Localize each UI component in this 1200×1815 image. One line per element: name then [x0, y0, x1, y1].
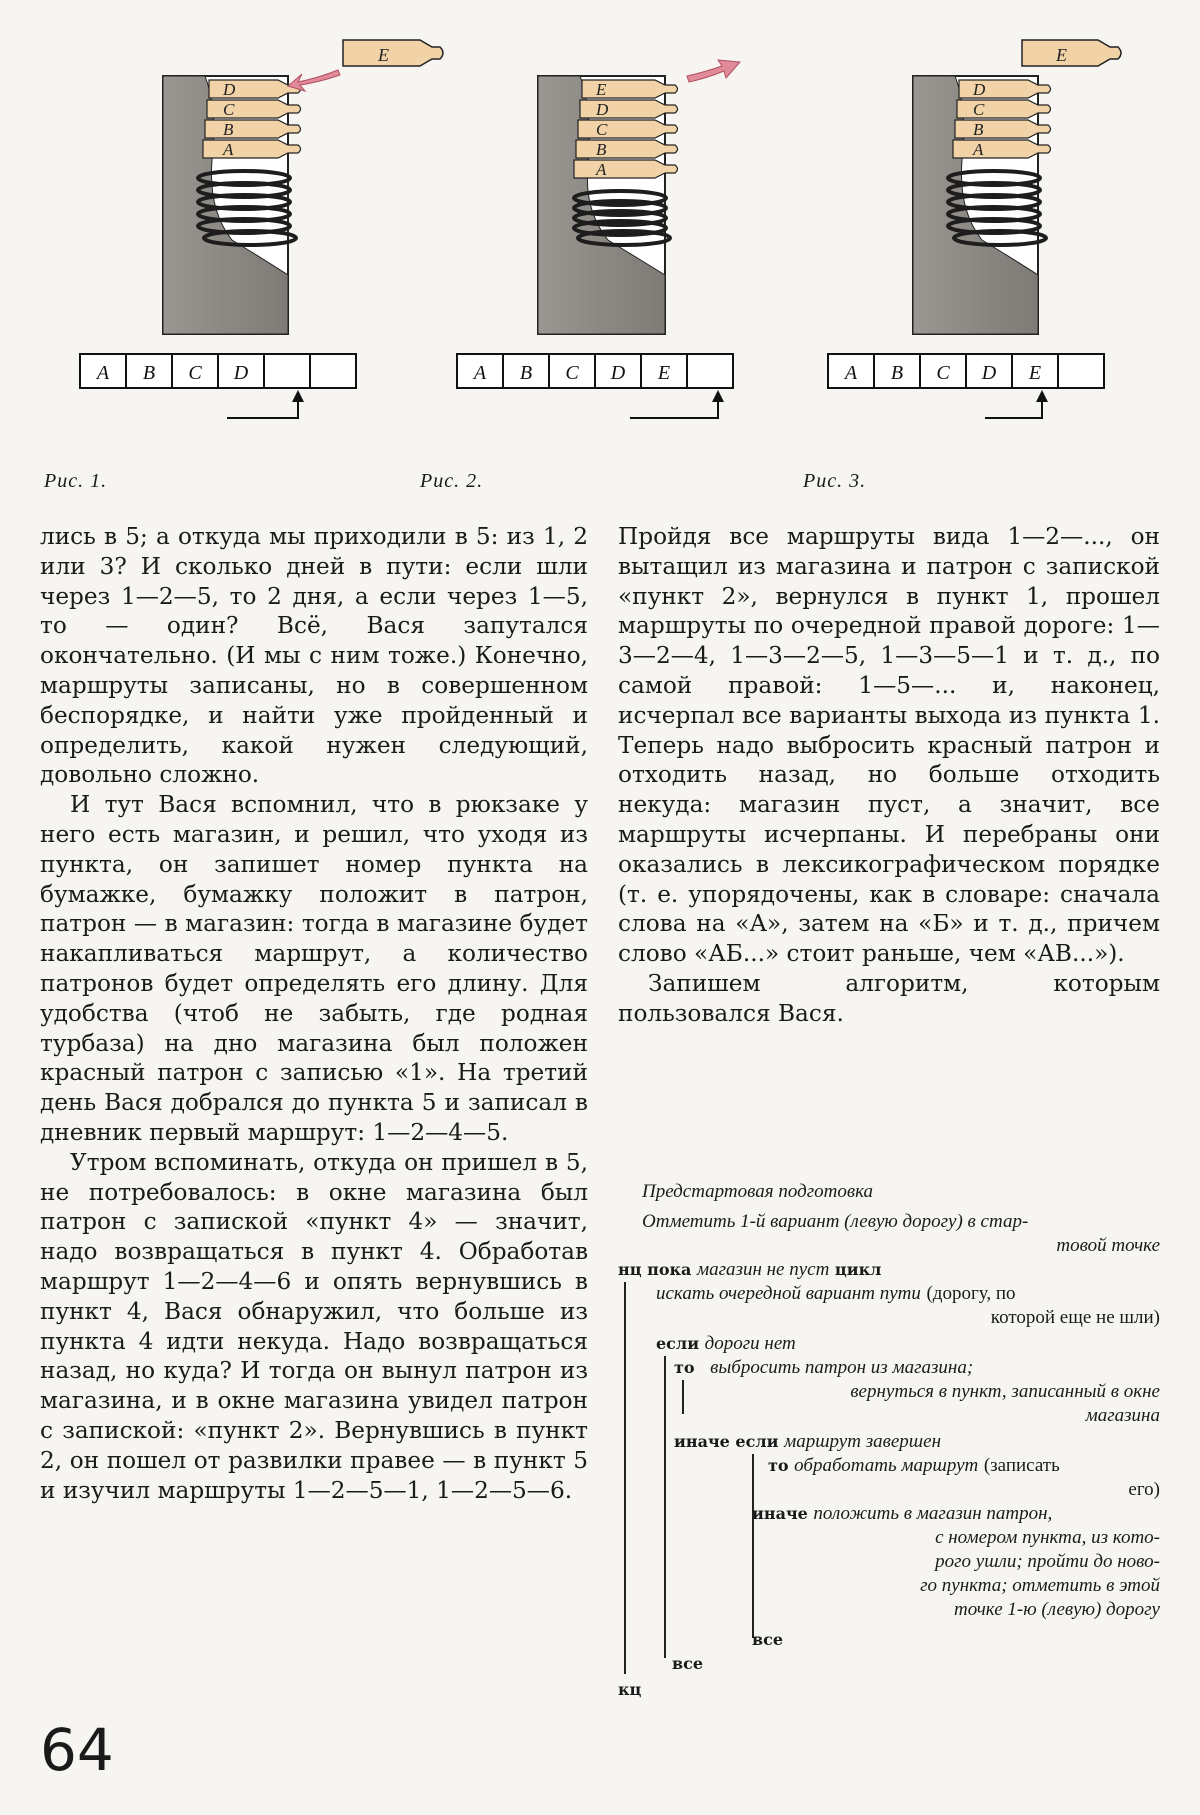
- tape-cell-label: C: [188, 362, 202, 384]
- cartridge-label: B: [973, 120, 984, 139]
- algo-inner-else-line: рого ушли; пройти до ново-: [935, 1551, 1160, 1572]
- tape-cell-label: D: [981, 362, 997, 384]
- tape-cell: [80, 354, 126, 388]
- cartridge-label: A: [973, 140, 984, 159]
- cartridge-label: B: [223, 120, 234, 139]
- inner-if-bar: [752, 1454, 754, 1638]
- tape-cell-label: D: [233, 362, 249, 384]
- figure-2: [457, 60, 740, 418]
- algo-if-line: если дороги нет: [656, 1333, 796, 1354]
- algo-else-line: иначе если маршрут завершен: [674, 1431, 941, 1452]
- loop-bar: [624, 1282, 626, 1674]
- tape-1: [80, 354, 356, 388]
- algo-inner-else-line: точке 1-ю (левую) дорогу: [954, 1599, 1160, 1620]
- tape-cell: [172, 354, 218, 388]
- pointer-arrow-2: [630, 396, 718, 418]
- algo-inner-else-line: го пункта; отметить в этой: [920, 1575, 1160, 1596]
- magazine-3: [913, 76, 1051, 334]
- right-column: [618, 522, 1160, 1029]
- tape-cell: [595, 354, 641, 388]
- pending-shell-3: [1022, 40, 1121, 66]
- cartridge-label: A: [596, 160, 607, 179]
- algo-search-line: искать очередной вариант пути (дорогу, по: [656, 1283, 1016, 1304]
- algo-loop-end: кц: [618, 1680, 642, 1699]
- cartridge-label: D: [973, 80, 986, 99]
- tape-cell-label: D: [610, 362, 626, 384]
- figures-area: [0, 0, 1200, 460]
- paragraph: Запишем алгоритм, которым пользовался Вася.: [618, 969, 1160, 1027]
- algo-search-line: которой еще не шли): [990, 1307, 1160, 1328]
- magazine-1: [163, 76, 301, 334]
- algo-then-line: вернуться в пункт, записанный в окне: [850, 1381, 1160, 1402]
- tape-3: [828, 354, 1104, 388]
- cartridge-label: C: [596, 120, 608, 139]
- spring-1: [198, 171, 296, 245]
- tape-cell-label: B: [142, 362, 156, 384]
- cartridge-label: D: [596, 100, 609, 119]
- paragraph: лись в 5; а откуда мы приходили в 5: из 1, 2 или 3? И сколько дней в пути: если шли через 1—2—5, то 2 дня, а если через 1—5, то — один? Всё, Вася запутался окончательно. (И мы с ним тоже.) Конечно, маршруты записаны, но в совершенном беспорядке, и найти уже пройденный и определить, какой нужен следующий, довольно сложно.: [40, 523, 588, 789]
- tape-cell-label: E: [1028, 362, 1042, 384]
- spring-3: [948, 171, 1046, 245]
- algo-init-line: Отметить 1-й вариант (левую дорогу) в стар-: [642, 1211, 1029, 1232]
- tape-cell: [1058, 354, 1104, 388]
- algo-loop-header: нц пока магазин не пуст цикл: [618, 1259, 882, 1280]
- algo-init-line: товой точке: [1056, 1235, 1160, 1256]
- tape-cell: [310, 354, 356, 388]
- algo-inner-then-line: его): [1128, 1479, 1160, 1500]
- arrow-out-2: [687, 60, 740, 82]
- caption-fig-1: Рис. 1.: [44, 470, 108, 492]
- figure-1: [80, 40, 443, 418]
- tape-cell: [687, 354, 733, 388]
- left-column: [40, 522, 588, 1505]
- tape-cell-label: A: [844, 362, 858, 384]
- pointer-arrow-3: [985, 396, 1042, 418]
- algo-then-line: то выбросить патрон из магазина;: [674, 1357, 974, 1378]
- tape-cell: [549, 354, 595, 388]
- tape-cell-label: B: [519, 362, 533, 384]
- tape-cell: [641, 354, 687, 388]
- page-number: 64: [40, 1716, 114, 1784]
- tape-cell-label: A: [473, 362, 487, 384]
- tape-cell: [503, 354, 549, 388]
- pending-shell-label: E: [1056, 45, 1067, 65]
- cartridge-label: A: [223, 140, 234, 159]
- algo-inner-else-line: с номером пункта, из кото-: [935, 1527, 1160, 1548]
- tape-cell: [874, 354, 920, 388]
- figure-3: [828, 40, 1121, 418]
- tape-2: [457, 354, 733, 388]
- tape-cell: [218, 354, 264, 388]
- tape-cell-label: C: [936, 362, 950, 384]
- algo-end-outer: все: [672, 1654, 704, 1673]
- tape-cell: [457, 354, 503, 388]
- algo-then-line: магазина: [1085, 1405, 1160, 1426]
- pending-shell-1: [343, 40, 443, 66]
- paragraph: Пройдя все маршруты вида 1—2—..., он вытащил из магазина и патрон с запиской «пункт 2», вернулся в пункт 1, прошел маршруты по очередной правой дороге: 1—3—2—4, 1—3—2—5, 1—3—5—1 и т. д., по самой правой: 1—5—... и, наконец, исчерпал все варианты выхода из пункта 1. Теперь надо выбросить красный патрон и отходить назад, но больше отходить некуда: магазин пуст, а значит, все маршруты исчерпаны. И перебраны они оказались в лексикографическом порядке (т. е. упорядочены, как в словаре: сначала слова на «А», затем на «Б» и т. д., причем слово «АБ...» стоит раньше, чем «АВ...»).: [618, 523, 1160, 968]
- tape-cell-label: A: [96, 362, 110, 384]
- paragraph: Утром вспоминать, откуда он пришел в 5, не потребовалось: в окне магазина был патрон с запиской «пункт 4» — значит, надо возвращаться в пункт 4. Обработав маршрут 1—2—4—6 и опять вернувшись в пункт 4, Вася обнаружил, что больше из пункта 4 идти некуда. Надо возвращаться назад, но куда? И тогда он вынул патрон из магазина, и в окне магазина увидел патрон с запиской: «пункт 2». Вернувшись в пункт 2, он пошел от развилки правее — в пункт 5 и изучил маршруты 1—2—5—1, 1—2—5—6.: [40, 1148, 588, 1504]
- tape-cell: [920, 354, 966, 388]
- tape-cell: [126, 354, 172, 388]
- cartridge-label: C: [973, 100, 985, 119]
- tape-cell: [828, 354, 874, 388]
- algo-inner-then-line: то обработать маршрут (записать: [768, 1455, 1060, 1476]
- arrow-in-1: [288, 70, 340, 91]
- caption-fig-2: Рис. 2.: [420, 470, 484, 492]
- tape-cell-label: B: [890, 362, 904, 384]
- tape-cell-label: E: [657, 362, 671, 384]
- then-bar: [682, 1380, 684, 1414]
- tape-cell: [966, 354, 1012, 388]
- cartridge-label: D: [223, 80, 236, 99]
- algo-end-inner: все: [752, 1630, 784, 1649]
- pending-shell-label: E: [378, 45, 389, 65]
- cartridge-label: B: [596, 140, 607, 159]
- cartridge-label: C: [223, 100, 235, 119]
- algo-inner-else-line: иначе положить в магазин патрон,: [752, 1503, 1053, 1524]
- tape-cell: [1012, 354, 1058, 388]
- tape-cell: [264, 354, 310, 388]
- paragraph: И тут Вася вспомнил, что в рюкзаке у него есть магазин, и решил, что уходя из пункта, он запишет номер пункта на бумажке, бумажку положит в патрон, патрон — в магазин: тогда в магазине будет накапливаться маршрут, а количество патронов будет определять его длину. Для удобства (чтоб не забыть, где родная турбаза) на дно магазина был положен красный патрон с записью «1». На третий день Вася добрался до пункта 5 и записал в дневник первый маршрут: 1—2—4—5.: [40, 791, 588, 1146]
- magazine-2: [538, 76, 678, 334]
- cartridge-label: E: [596, 80, 607, 99]
- caption-fig-3: Рис. 3.: [803, 470, 867, 492]
- algo-heading: Предстартовая подготовка: [642, 1181, 874, 1202]
- pointer-arrow-1: [227, 396, 298, 418]
- if-bar: [664, 1356, 666, 1658]
- tape-cell-label: C: [565, 362, 579, 384]
